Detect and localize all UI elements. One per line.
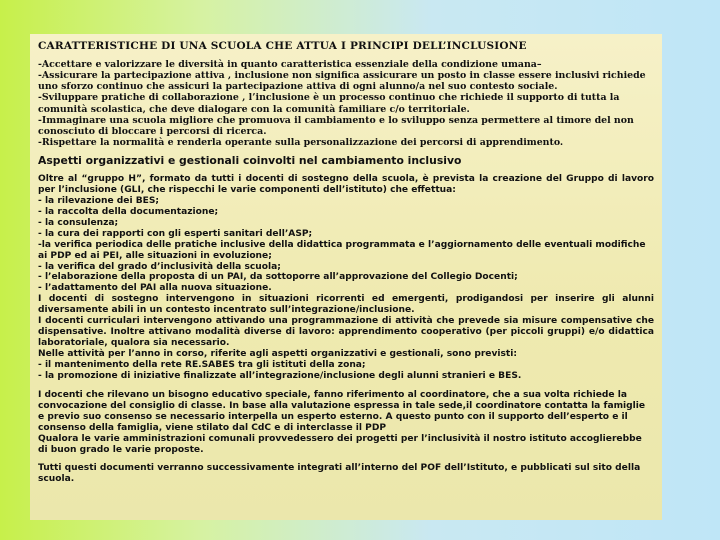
gli-task-item: - l’adattamento del PAI alla nuova situazione.	[38, 283, 272, 294]
support-teachers-paragraph: I docenti di sostegno intervengono in situazioni ricorrenti ed emergenti, prodigandosi per inserire gli alunni diversamente abili in un contesto incentrato sull’integrazione/inclusione.	[38, 294, 654, 316]
gli-task-item: - la consulenza;	[38, 217, 119, 228]
section-title: Aspetti organizzativi e gestionali coinvolti nel cambiamento inclusivo	[38, 154, 462, 168]
coordinator-paragraph: I docenti che rilevano un bisogno educativo speciale, fanno riferimento al coordinatore, che a sua volta richiede la convocazione del consiglio di classe. In base alla valutazione espressa in tale sede,il coordinatore contatta la famiglie e previo suo consenso se necessario interpella un esperto esterno. A questo punto con il supporto dell’esperto e il consenso della famiglia, viene stilato dal CdC e di interclasse il PDP	[38, 390, 646, 434]
gli-intro: Oltre al “gruppo H”, formato da tutti i docenti di sostegno della scuola, è prevista la creazione del Gruppo di lavoro per l’inclusione (GLI, che rispecchi le varie componenti dell’istituto) che effettua:	[38, 174, 654, 196]
slide-page	[30, 34, 662, 520]
spacer	[38, 456, 654, 463]
administration-paragraph: Qualora le varie amministrazioni comunali provvedessero dei progetti per l’inclusività il nostro istituto accoglierebbe di buon grado le varie proposte.	[38, 434, 642, 455]
gli-task-item: -la verifica periodica delle pratiche inclusive della didattica programmata e l’aggiornamento delle eventuali modifiche ai PDP ed ai PEI, alle situazioni in evoluzione;	[38, 239, 646, 261]
principle-item: -Immaginare una scuola migliore che promuova il cambiamento e lo sviluppo senza permettere al timore del non conosciuto di bloccare i percorsi di ricerca.	[38, 114, 634, 137]
document-title: CARATTERISTICHE DI UNA SCUOLA CHE ATTUA I PRINCIPI DELL’INCLUSIONE	[38, 40, 527, 52]
principle-item: -Sviluppare pratiche di collaborazione , l’inclusione è un processo continuo che richiede il supporto di tutta la comunità scolastica, che deve dialogare con la comunità familiare c/o territoriale.	[38, 92, 620, 115]
spacer	[38, 381, 654, 390]
closing-paragraph: Tutti questi documenti verranno successivamente integrati all’interno del POF dell’Istituto, e pubblicati sul sito della scuola.	[38, 462, 641, 484]
gli-task-item: - la rilevazione dei BES;	[38, 196, 160, 207]
gli-task-item: - l’elaborazione della proposta di un PAI, da sottoporre all’approvazione del Collegio Docenti;	[38, 272, 518, 283]
principles-list	[38, 59, 654, 148]
activity-item: - il mantenimento della rete RE.SABES tra gli istituti della zona;	[38, 359, 366, 370]
activity-item: - la promozione di iniziative finalizzate all’integrazione/inclusione degli alunni stranieri e BES.	[38, 370, 522, 381]
activities-intro: Nelle attività per l’anno in corso, riferite agli aspetti organizzativi e gestionali, sono previsti:	[38, 348, 518, 359]
gli-task-item: - la verifica del grado d’inclusività della scuola;	[38, 261, 281, 272]
principle-item: -Accettare e valorizzare le diversità in quanto caratteristica essenziale della condizione umana–	[38, 59, 542, 70]
principle-item: -Rispettare la normalità e renderla operante sulla personalizzazione dei percorsi di apprendimento.	[38, 137, 564, 149]
gli-task-item: - la raccolta della documentazione;	[38, 206, 219, 217]
curricular-teachers-paragraph: I docenti curriculari intervengono attivando una programmazione di attività che prevede sia misure compensative che dispensative. Inoltre attivano modalità diverse di lavoro: apprendimento cooperativo (per piccoli gruppi) e/o didattica laboratoriale, qualora sia necessario.	[38, 316, 654, 348]
principle-item: -Assicurare la partecipazione attiva , inclusione non significa assicurare un posto in classe essere inclusivi richiede uno sforzo continuo che assicuri la partecipazione attiva di ogni alunno/a nel suo contesto sociale.	[38, 70, 646, 93]
organizational-body	[38, 174, 654, 484]
gli-task-item: - la cura dei rapporti con gli esperti sanitari dell’ASP;	[38, 228, 313, 239]
